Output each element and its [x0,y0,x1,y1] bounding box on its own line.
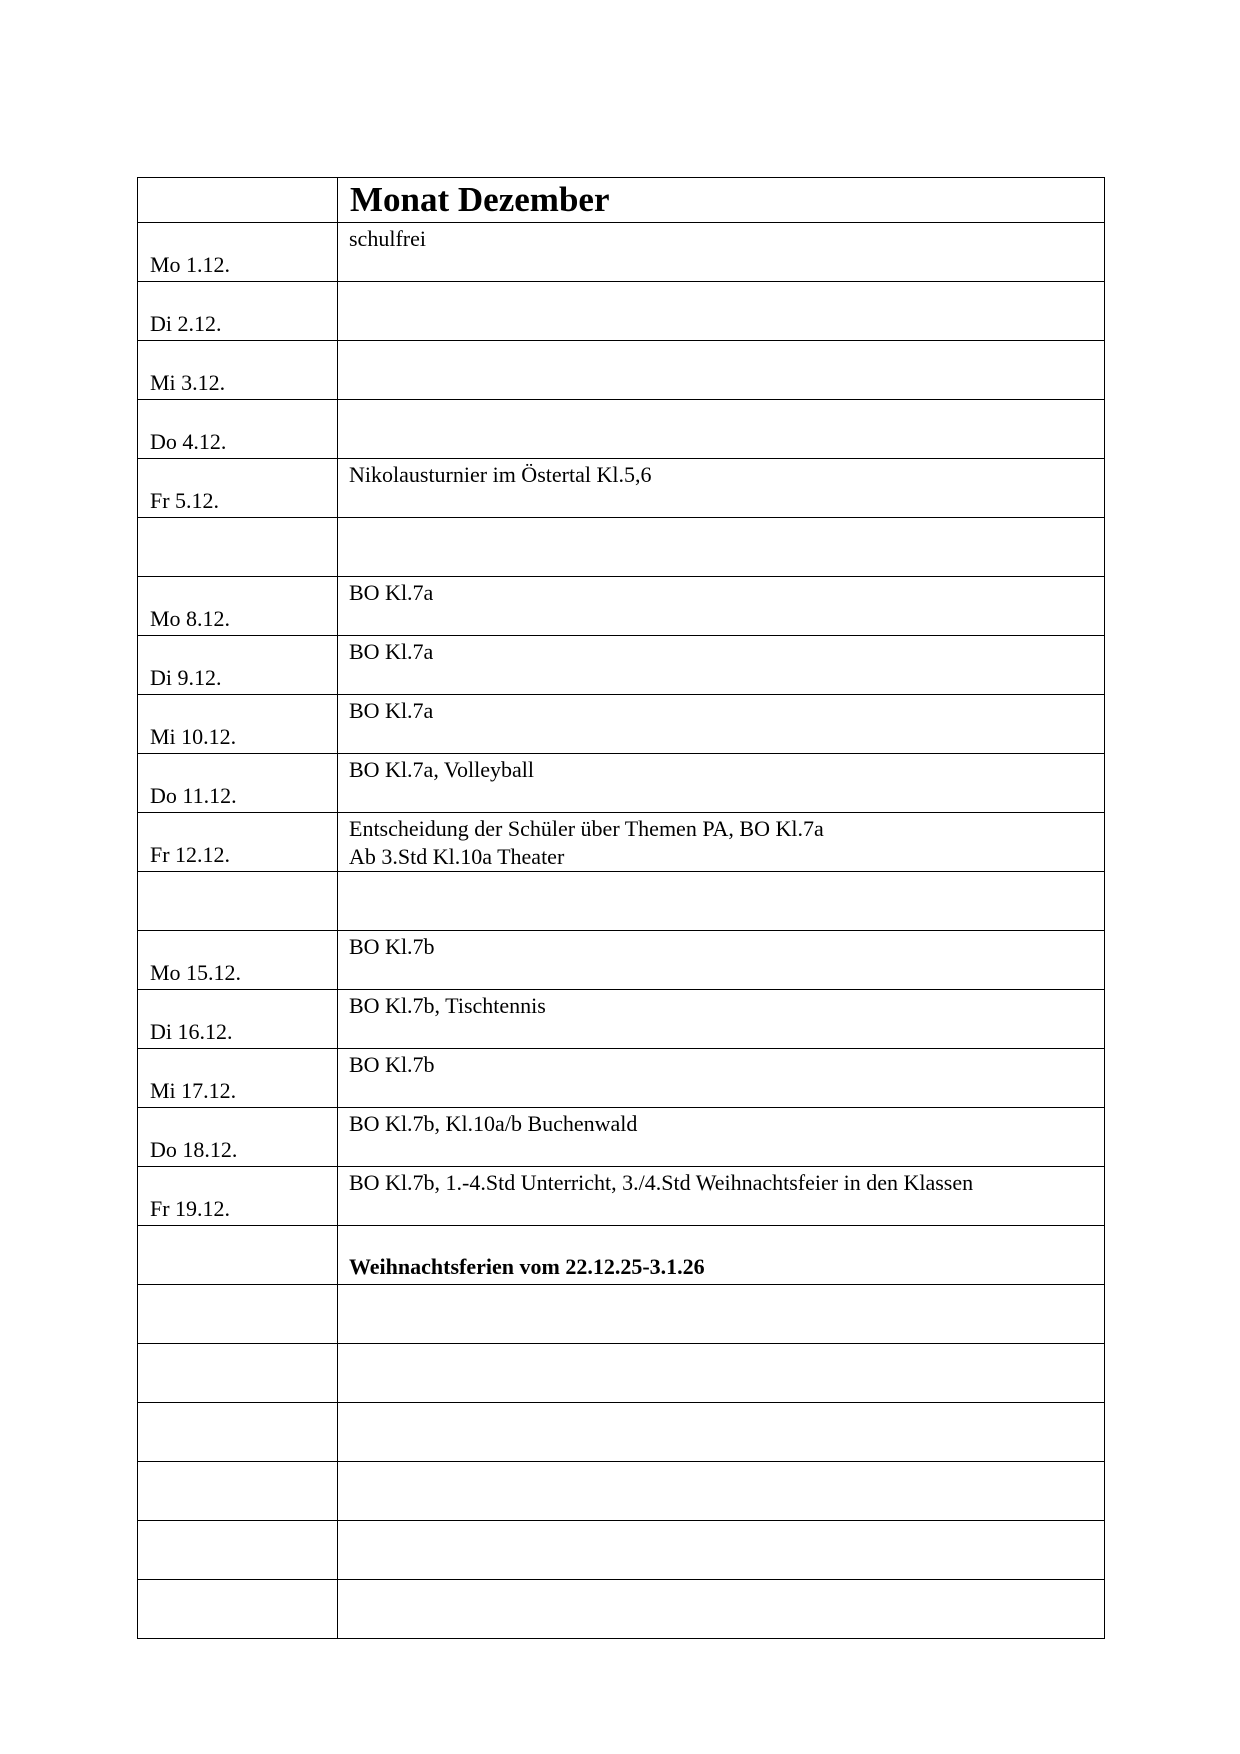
table-row [138,341,1105,400]
event-text: BO Kl.7a [349,639,434,664]
event-text: BO Kl.7b, 1.-4.Std Unterricht, 3./4.Std Weihnachtsfeier in den Klassen [349,1170,974,1195]
date-cell: Do 11.12. [138,754,338,813]
event-cell [338,813,1105,872]
event-text: BO Kl.7a [349,580,434,605]
table-row [138,282,1105,341]
event-cell [338,400,1105,459]
header-date-cell [138,178,338,223]
empty-row [138,1521,1105,1580]
event-text: BO Kl.7b [349,1052,435,1077]
table-row [138,459,1105,518]
event-cell [338,990,1105,1049]
event-cell [338,1167,1105,1226]
empty-row [138,1580,1105,1639]
date-cell: Di 2.12. [138,282,338,341]
table-row [138,872,1105,931]
event-cell [338,872,1105,931]
event-text: Ab 3.Std Kl.10a Theater [349,844,565,869]
date-cell [138,518,338,577]
event-cell [338,282,1105,341]
empty-date-cell [138,1462,338,1521]
table-row [138,931,1105,990]
month-title: Monat Dezember [338,178,1105,223]
empty-row [138,1403,1105,1462]
table-row [138,695,1105,754]
date-cell: Di 16.12. [138,990,338,1049]
date-cell: Mi 10.12. [138,695,338,754]
header-row [138,178,1105,223]
empty-row [138,1285,1105,1344]
empty-event-cell [338,1462,1105,1521]
empty-row [138,1462,1105,1521]
event-text: BO Kl.7b, Kl.10a/b Buchenwald [349,1111,638,1136]
monthly-schedule-table [137,177,1105,1639]
date-cell: Mo 15.12. [138,931,338,990]
event-cell [338,1049,1105,1108]
holiday-row [138,1226,1105,1285]
table-row [138,1108,1105,1167]
date-cell: Fr 5.12. [138,459,338,518]
event-text: Entscheidung der Schüler über Themen PA, BO Kl.7a [349,816,824,841]
event-text: BO Kl.7b [349,934,435,959]
empty-date-cell [138,1285,338,1344]
date-cell [138,872,338,931]
event-text: BO Kl.7b, Tischtennis [349,993,546,1018]
table-row [138,1049,1105,1108]
table-row [138,223,1105,282]
schedule-body [138,178,1105,1639]
event-cell [338,518,1105,577]
table-row [138,636,1105,695]
empty-date-cell [138,1580,338,1639]
event-text: schulfrei [349,226,426,251]
table-row [138,754,1105,813]
table-row [138,518,1105,577]
event-cell [338,1108,1105,1167]
empty-event-cell [338,1521,1105,1580]
event-text: BO Kl.7a [349,698,434,723]
table-row [138,990,1105,1049]
event-text: Nikolausturnier im Östertal Kl.5,6 [349,462,652,487]
empty-date-cell [138,1521,338,1580]
date-cell: Mo 1.12. [138,223,338,282]
empty-row [138,1344,1105,1403]
date-cell: Fr 19.12. [138,1167,338,1226]
table-row [138,577,1105,636]
event-cell [338,931,1105,990]
event-cell [338,341,1105,400]
date-cell: Di 9.12. [138,636,338,695]
date-cell: Mi 17.12. [138,1049,338,1108]
date-cell: Mo 8.12. [138,577,338,636]
table-row [138,813,1105,872]
event-cell [338,636,1105,695]
empty-date-cell [138,1344,338,1403]
table-row [138,400,1105,459]
event-cell [338,459,1105,518]
holiday-note: Weihnachtsferien vom 22.12.25-3.1.26 [338,1226,1105,1285]
event-cell [338,695,1105,754]
empty-date-cell [138,1403,338,1462]
date-cell: Fr 12.12. [138,813,338,872]
date-cell: Mi 3.12. [138,341,338,400]
event-cell [338,754,1105,813]
date-cell: Do 18.12. [138,1108,338,1167]
event-cell [338,577,1105,636]
empty-event-cell [338,1403,1105,1462]
holiday-date-cell [138,1226,338,1285]
table-row [138,1167,1105,1226]
event-text: BO Kl.7a, Volleyball [349,757,534,782]
empty-event-cell [338,1344,1105,1403]
date-cell: Do 4.12. [138,400,338,459]
empty-event-cell [338,1285,1105,1344]
empty-event-cell [338,1580,1105,1639]
event-cell [338,223,1105,282]
